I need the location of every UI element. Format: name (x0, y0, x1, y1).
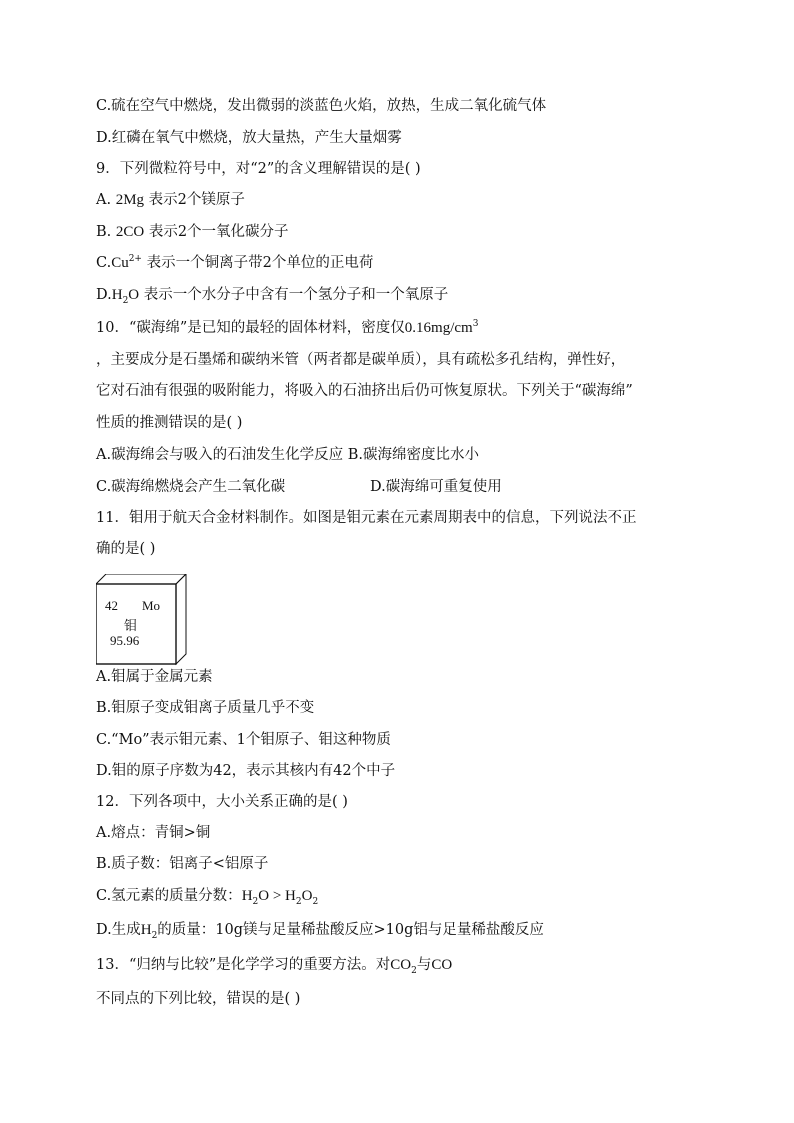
option-text: 的质量：10g镁与足量稀盐酸反应>10g铝与足量稀盐酸反应 (157, 922, 544, 938)
option-8c: C.硫在空气中燃烧，发出微弱的淡蓝色火焰，放热，生成二氧化硫气体 (96, 98, 547, 114)
option-12d (96, 920, 544, 940)
option-9a (96, 190, 245, 210)
option-11d: D.钼的原子序数为42，表示其核内有42个中子 (96, 763, 396, 779)
formula: H (241, 888, 253, 904)
formula: H (140, 922, 152, 938)
question-text: 与 (416, 957, 432, 973)
element-periodic-cell (96, 574, 188, 666)
option-10d: D.碳海绵可重复使用 (370, 479, 502, 495)
question-10-line-3: 它对石油有很强的吸附能力，将吸入的石油挤出后仍可恢复原状。下列关于“碳海绵” (96, 383, 633, 399)
option-label: A. (96, 192, 112, 208)
cube-frame (96, 574, 188, 666)
option-text: D.生成 (96, 922, 141, 938)
option-label: B. (96, 224, 112, 240)
formula-superscript: 3 (472, 319, 479, 330)
formula: 0.16mg/cm (404, 320, 473, 336)
question-11-line-1: 11．钼用于航天合金材料制作。如图是钼元素在元素周期表中的信息，下列说法不正 (96, 510, 637, 526)
option-12a: A.熔点：青铜>铜 (96, 825, 211, 841)
question-12: 12．下列各项中，大小关系正确的是( ) (96, 794, 348, 810)
question-text: 13．“归纳与比较”是化学学习的重要方法。对 (96, 957, 391, 973)
formula: 2Mg (115, 192, 145, 208)
option-11b: B.钼原子变成钼离子质量几乎不变 (96, 700, 315, 716)
formula: Cu (111, 255, 129, 271)
option-9b (96, 222, 289, 242)
option-label: C. (96, 255, 112, 271)
option-11a: A.钼属于金属元素 (96, 669, 213, 685)
option-11c: C.“Mo”表示钼元素、1个钼原子、钼这种物质 (96, 732, 391, 748)
option-9d (96, 285, 448, 305)
question-9: 9．下列微粒符号中，对“2”的含义理解错误的是( ) (96, 161, 421, 177)
formula-subscript: 2 (312, 896, 319, 907)
formula: O (301, 888, 313, 904)
option-text: 表示2个一氧化碳分子 (148, 224, 289, 240)
question-11-line-2: 确的是( ) (96, 541, 156, 557)
option-9c (96, 253, 373, 273)
atomic-number: 42 (105, 598, 118, 613)
formula: O > H (258, 888, 296, 904)
element-name: 钼 (124, 618, 138, 633)
formula: 2CO (115, 224, 145, 240)
option-label: D. (96, 287, 112, 303)
formula: CO (431, 957, 453, 973)
formula: H (111, 287, 123, 303)
formula-subscript: 2 (411, 965, 417, 976)
option-8d: D.红磷在氧气中燃烧，放大量热，产生大量烟雾 (96, 130, 402, 146)
option-10c: C.碳海绵燃烧会产生二氧化碳 (96, 479, 286, 495)
formula-subscript: 2 (151, 930, 158, 941)
option-text: C.氢元素的质量分数： (96, 888, 242, 904)
element-symbol: Mo (142, 598, 161, 613)
option-text: 表示一个铜离子带2个单位的正电荷 (146, 255, 374, 271)
formula-superscript: 2+ (128, 254, 142, 265)
formula: O (128, 287, 140, 303)
formula: CO (390, 957, 412, 973)
question-13-line-1 (96, 955, 452, 975)
formula-subscript: 2 (122, 295, 129, 306)
formula-subscript: 2 (252, 896, 259, 907)
question-10-line-2: ，主要成分是石墨烯和碳纳米管（两者都是碳单质），具有疏松多孔结构，弹性好， (96, 352, 626, 368)
atomic-mass: 95.96 (110, 633, 140, 648)
question-10-line-4: 性质的推测错误的是( ) (96, 415, 243, 431)
option-12c (96, 886, 318, 906)
option-text: 表示一个水分子中含有一个氢分子和一个氧原子 (143, 287, 449, 303)
question-13-line-2: 不同点的下列比较，错误的是( ) (96, 991, 301, 1007)
question-10-line-1 (96, 318, 478, 338)
option-10ab: A.碳海绵会与吸入的石油发生化学反应 B.碳海绵密度比水小 (96, 447, 479, 463)
formula-subscript: 2 (295, 896, 302, 907)
option-text: 表示2个镁原子 (148, 192, 245, 208)
question-text: 10．“碳海绵”是已知的最轻的固体材料，密度仅 (96, 320, 405, 336)
option-12b: B.质子数：铝离子<铝原子 (96, 856, 269, 872)
